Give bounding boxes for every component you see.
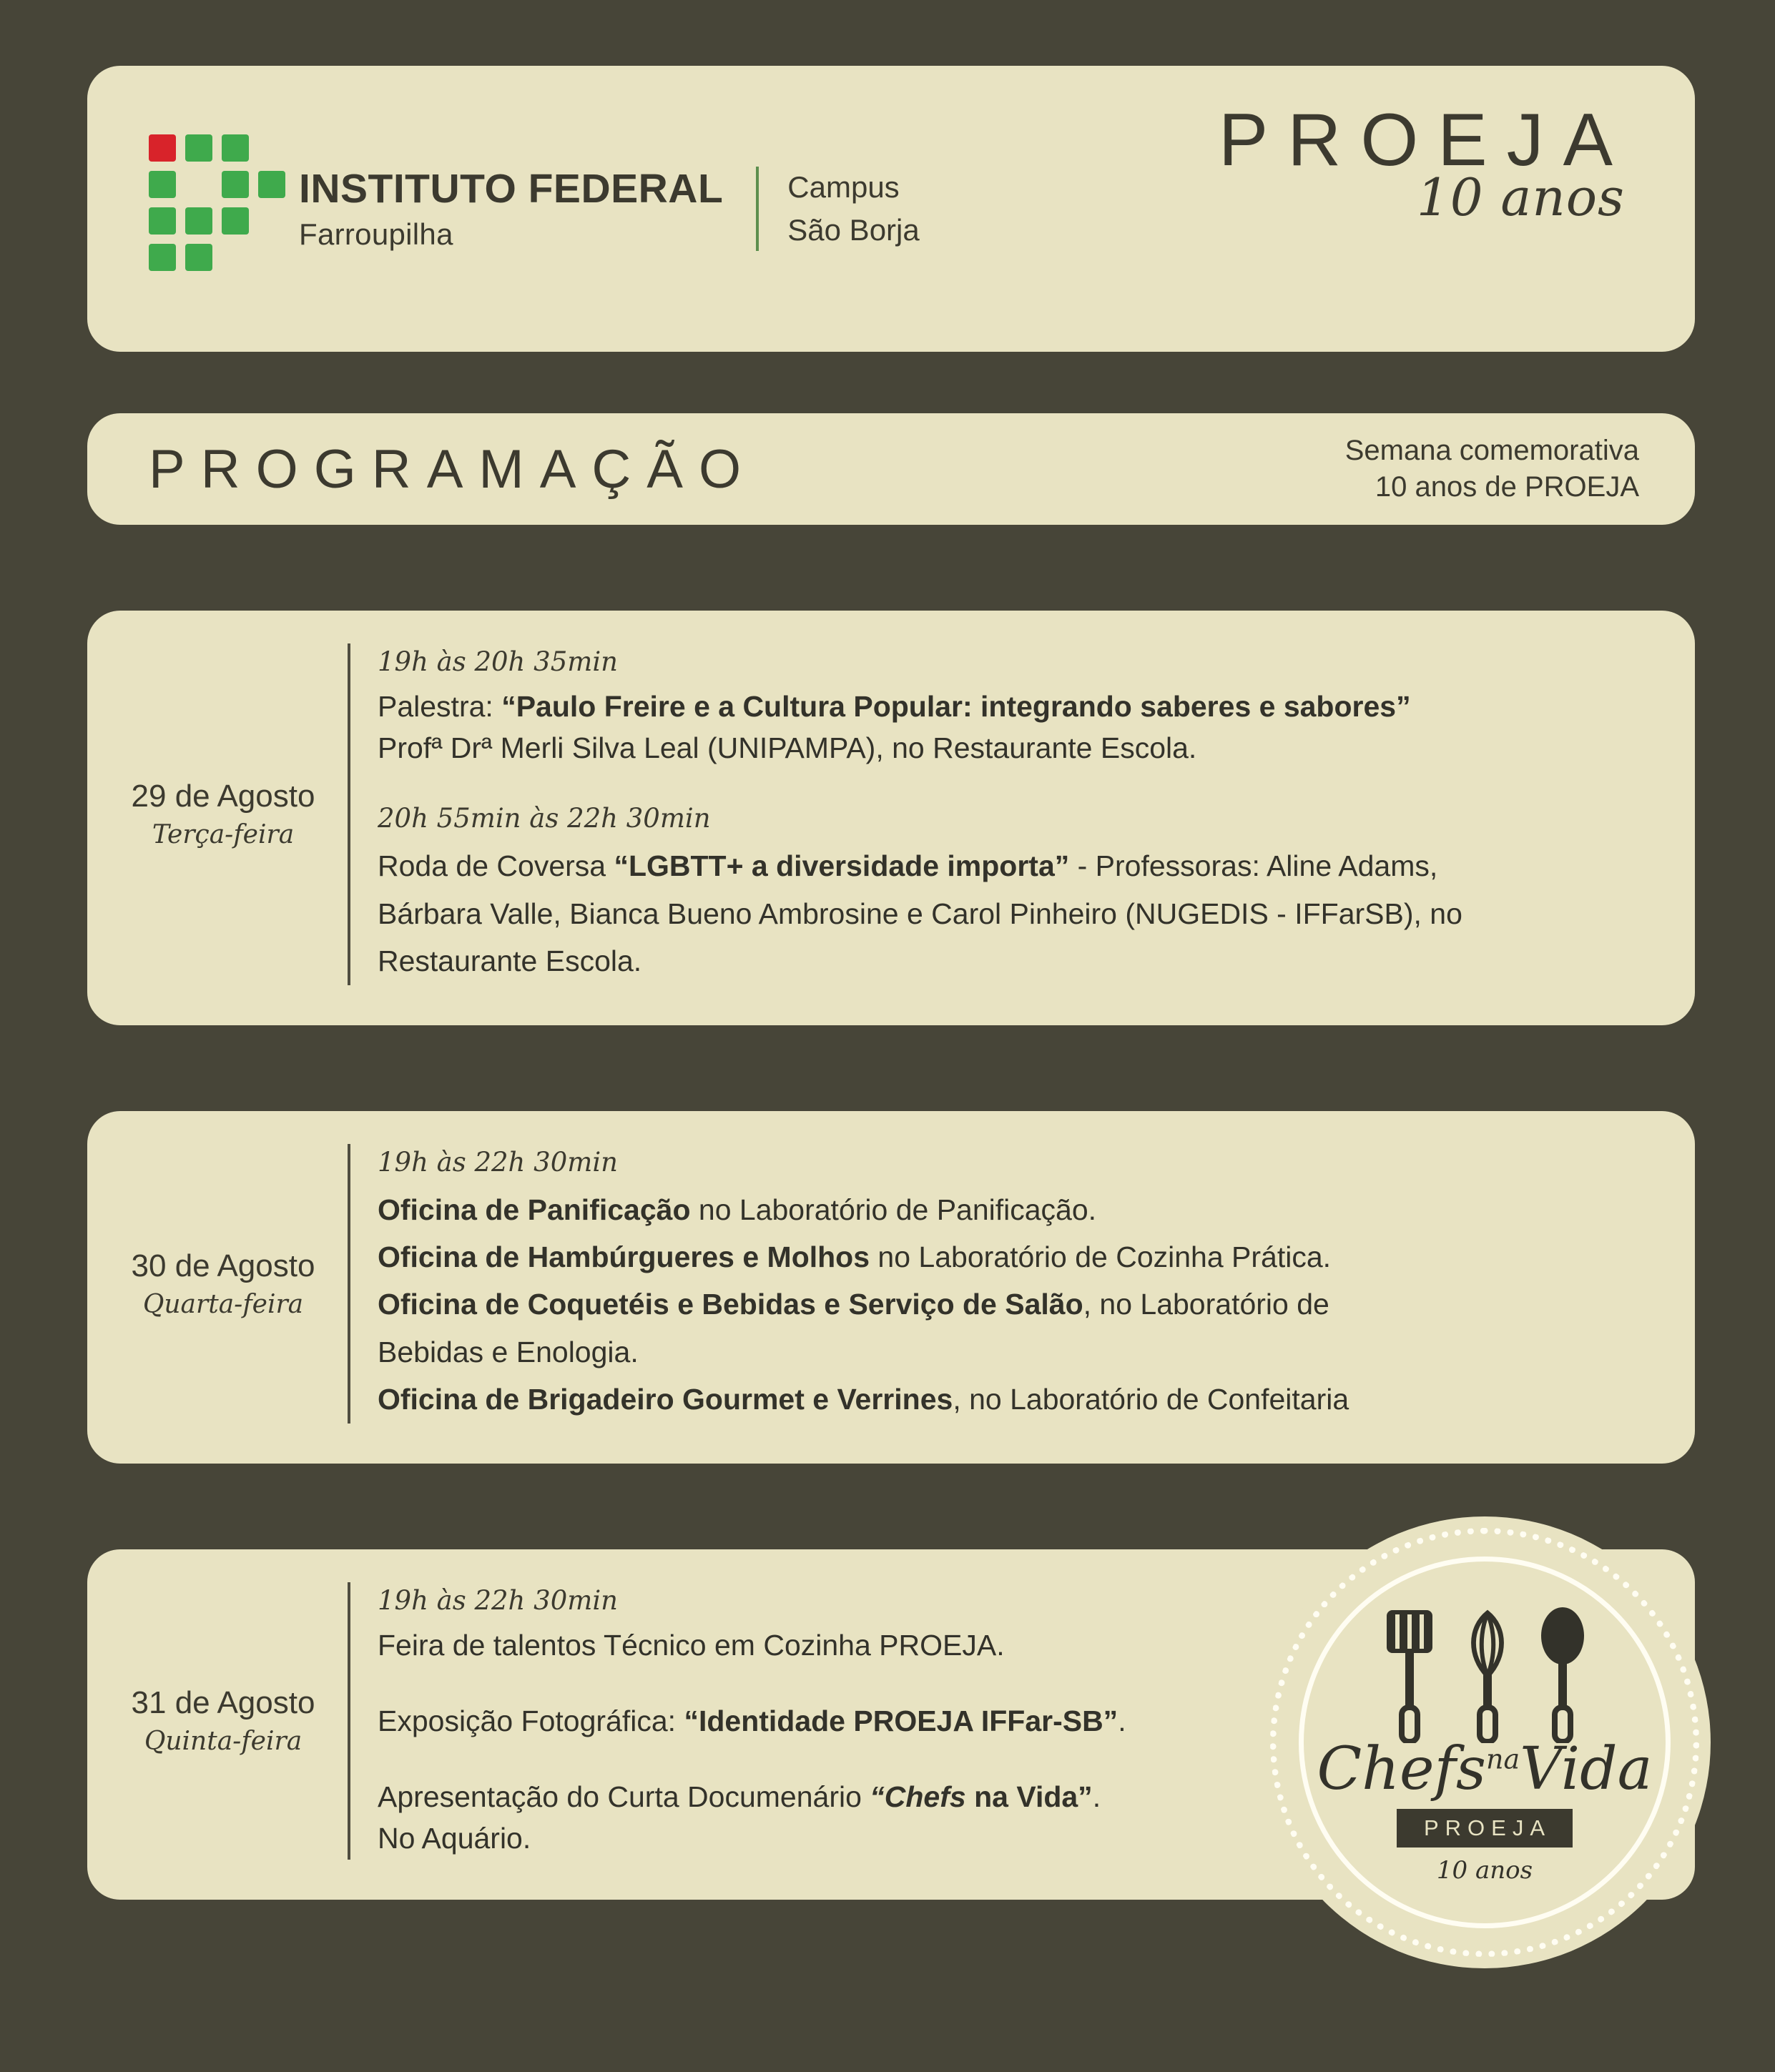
day-rule [348,1144,350,1424]
header-divider [756,167,759,251]
event-text: Bebidas e Enologia. [378,1335,639,1368]
event-text: , no Laboratório de [1083,1288,1329,1321]
day-body [378,643,1645,985]
institution-name [299,165,724,251]
event-text: . [1092,1780,1101,1814]
event-line [378,1186,1645,1233]
event-line [378,890,1645,937]
seal-script-na: na [1485,1743,1520,1775]
event-text: Profª Drª Merli Silva Leal (UNIPAMPA), no Restaurante Escola. [378,731,1197,765]
event-text: Apresentação do Curta Documenário [378,1780,870,1814]
event-text: Roda de Coversa [378,849,614,883]
chefs-na-vida-seal [1270,1528,1699,1957]
if-logo-icon [149,134,275,283]
event-text: Restaurante Escola. [378,944,642,978]
event-text: Feira de talentos Técnico em Cozinha PROEJA. [378,1628,1005,1662]
event-line [378,1281,1645,1328]
day-date-block [112,1582,348,1860]
event-line [378,1376,1645,1423]
event-line [378,1328,1645,1376]
campus-label: Campus [787,169,900,204]
event-text-strong: “LGBTT+ a diversidade importa” [614,849,1070,883]
day-weekday: Quarta-feira [142,1289,304,1319]
day-rule [348,1582,350,1860]
seal-script-text [1317,1735,1653,1803]
subtitle-line-2: 10 anos de PROEJA [1375,471,1639,503]
event-text-strong: “Identidade PROEJA IFFar-SB” [684,1704,1118,1737]
event-text-strong: Oficina de Panificação [378,1193,691,1226]
header-panel [87,66,1695,352]
event-text: no Laboratório de Cozinha Prática. [870,1240,1332,1274]
event-text-strong: Oficina de Brigadeiro Gourmet e Verrines [378,1383,953,1416]
institution-logo-block [149,134,920,283]
event-text: no Laboratório de Panificação. [690,1193,1097,1226]
day-date: 30 de Agosto [131,1248,315,1283]
event-line [378,937,1645,985]
seal-script-vida: Vida [1520,1735,1653,1803]
day-date: 29 de Agosto [131,779,315,814]
seal-inner [1299,1557,1671,1928]
subtitle-line-1: Semana comemorativa [1344,434,1639,466]
seal-script-chefs: Chefs [1317,1735,1486,1803]
event-time: 19h às 20h 35min [378,646,618,677]
event-text: No Aquário. [378,1822,531,1855]
event-line [378,727,1645,769]
event-text: . [1118,1704,1126,1737]
brand-subtitle: 10 anos [1416,167,1625,227]
spatula-icon [1378,1607,1441,1743]
day-card [87,1549,1695,1900]
event-text-strong: “Paulo Freire e a Cultura Popular: integrando saberes e sabores” [501,690,1411,723]
event-text-strong: na Vida” [965,1780,1093,1814]
event-text-strong: Oficina de Hambúrgueres e Molhos [378,1240,870,1274]
event-time: 19h às 22h 30min [378,1146,618,1178]
seal-anos: 10 anos [1436,1855,1533,1885]
utensils-group [1378,1607,1591,1743]
event-text: Palestra: [378,690,502,723]
institution-line-1: INSTITUTO FEDERAL [299,165,724,212]
event-text: Exposição Fotográfica: [378,1704,684,1737]
event-time: 19h às 22h 30min [378,1584,618,1616]
programacao-subtitle [1345,433,1639,505]
event-line [378,686,1645,727]
day-card [87,1111,1695,1464]
day-date-block [112,643,348,985]
institution-line-2: Farroupilha [299,217,453,251]
event-text: , no Laboratório de Confeitaria [953,1383,1349,1416]
spoon-icon [1534,1607,1591,1743]
campus-value: São Borja [787,213,920,247]
programacao-bar [87,413,1695,525]
day-weekday: Terça-feira [152,820,295,850]
day-date-block [112,1144,348,1424]
page-title: PROGRAMAÇÃO [149,438,757,500]
day-body [378,1144,1645,1424]
campus-name [787,170,919,248]
event-text-italic: “Chefs [870,1780,966,1814]
event-line [378,842,1645,889]
whisk-icon [1460,1607,1515,1743]
day-card [87,611,1695,1025]
seal-tag: PROEJA [1397,1809,1573,1847]
day-weekday: Quinta-feira [144,1727,303,1757]
event-line [378,1233,1645,1281]
day-rule [348,643,350,985]
event-time: 20h 55min às 22h 30min [378,803,711,834]
event-text: Bárbara Valle, Bianca Bueno Ambrosine e Carol Pinheiro (NUGEDIS - IFFarSB), no [378,897,1462,930]
event-text: - Professoras: Aline Adams, [1069,849,1438,883]
day-date: 31 de Agosto [131,1685,315,1721]
brand-title: PROEJA [1218,99,1632,182]
event-text-strong: Oficina de Coquetéis e Bebidas e Serviço de Salão [378,1288,1083,1321]
proeja-brand [1218,99,1632,227]
